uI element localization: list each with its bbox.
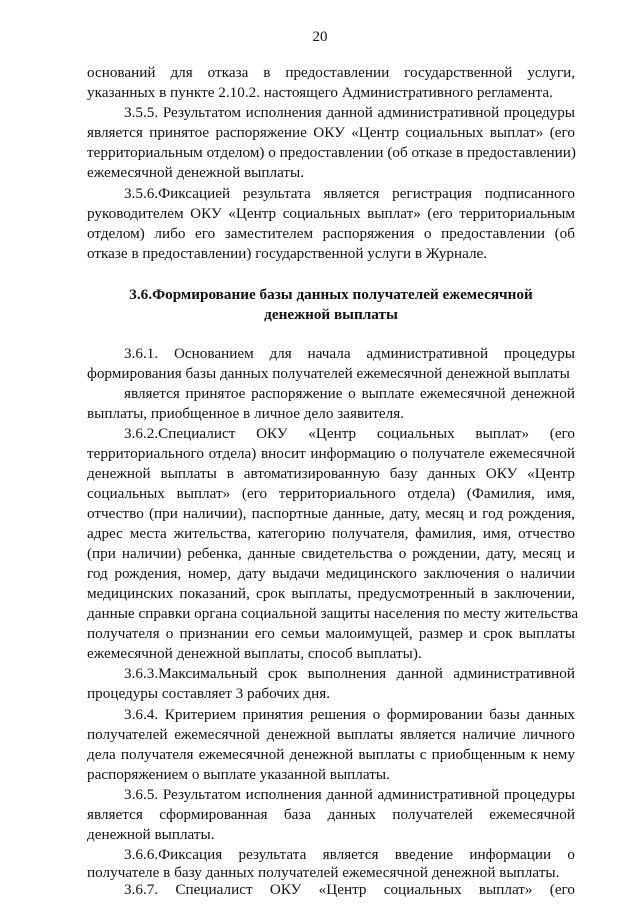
text-line: формирования базы данных получателей ежемесячной денежной выплаты bbox=[87, 365, 570, 382]
text-line: является принятое распоряжение о выплате ежемесячной денежной bbox=[124, 385, 575, 402]
text-line: отчество (при наличии), паспортные данные, дату, месяц и год рождения, bbox=[87, 505, 575, 522]
text-line: 3.6.4. Критерием принятия решения о формировании базы данных bbox=[124, 706, 575, 723]
text-line: получателе в базу данных получателей ежемесячной денежной выплаты. bbox=[87, 864, 560, 881]
text-line: 3.5.6.Фиксацией результата является регистрация подписанного bbox=[124, 185, 575, 202]
page-number: 20 bbox=[312, 29, 328, 45]
text-line: данные справки органа социальной защиты населения по месту жительства bbox=[87, 605, 579, 622]
text-line: отделом) либо его заместителем распоряжения о предоставлении (об bbox=[87, 225, 575, 242]
text-line: ежемесячной денежной выплаты. bbox=[87, 164, 305, 181]
text-line: 3.6.7. Специалист ОКУ «Центр социальных выплат» (его bbox=[124, 881, 575, 898]
text-line: год рождения, номер, дату выдачи медицинского заключения о наличии bbox=[87, 565, 575, 582]
section-heading: 3.6.Формирование базы данных получателей ежемесячной bbox=[129, 286, 533, 303]
section-heading: денежной выплаты bbox=[264, 306, 398, 323]
text-line: является сформированная база данных получателей ежемесячной bbox=[87, 806, 575, 823]
text-line: распоряжением о выплате указанной выплаты. bbox=[87, 766, 390, 783]
text-line: 3.6.2.Специалист ОКУ «Центр социальных выплат» (его bbox=[124, 425, 575, 442]
text-line: медицинских показаний, срок выплаты, предусмотренный в заключении, bbox=[87, 585, 575, 602]
text-line: является принятое распоряжение ОКУ «Центр социальных выплат» (его bbox=[87, 124, 575, 141]
text-line: адрес места жительства, категорию получателя, фамилия, имя, отчество bbox=[87, 525, 575, 542]
text-line: оснований для отказа в предоставлении государственной услуги, bbox=[87, 64, 575, 81]
text-line: денежной выплаты в автоматизированную базу данных ОКУ «Центр bbox=[87, 465, 575, 482]
text-line: указанных в пункте 2.10.2. настоящего Административного регламента. bbox=[87, 84, 553, 101]
text-line: процедуры составляет 3 рабочих дня. bbox=[87, 685, 331, 702]
text-line: территориального отдела) вносит информацию о получателе ежемесячной bbox=[87, 445, 575, 462]
text-line: 3.6.1. Основанием для начала административной процедуры bbox=[124, 345, 575, 362]
text-line: 3.6.6.Фиксация результата является введение информации о bbox=[124, 846, 575, 863]
text-line: 3.5.5. Результатом исполнения данной административной процедуры bbox=[124, 104, 575, 121]
text-line: социальных выплат» (его территориального отдела) (Фамилия, имя, bbox=[87, 485, 575, 502]
text-line: получателей ежемесячной денежной выплаты является наличие личного bbox=[87, 726, 575, 743]
text-line: территориальным отделом) о предоставлении (об отказе в предоставлении) bbox=[87, 144, 576, 161]
text-line: дела получателя ежемесячной денежной выплаты с приобщенным к нему bbox=[87, 746, 575, 763]
text-line: руководителем ОКУ «Центр социальных выплат» (его территориальным bbox=[87, 205, 575, 222]
text-line: ежемесячной денежной выплаты, способ выплаты). bbox=[87, 645, 422, 662]
text-line: 3.6.5. Результатом исполнения данной административной процедуры bbox=[124, 786, 575, 803]
text-line: 3.6.3.Максимальный срок выполнения данной административной bbox=[124, 665, 575, 682]
text-line: (при наличии) ребенка, данные свидетельства о рождении, дату, месяц и bbox=[87, 545, 575, 562]
text-line: получателя о признании его семьи малоимущей, размер и срок выплаты bbox=[87, 625, 575, 642]
text-line: выплаты, приобщенное в личное дело заявителя. bbox=[87, 405, 405, 422]
text-line: отказе в предоставлении) государственной услуги в Журнале. bbox=[87, 245, 488, 262]
text-line: денежной выплаты. bbox=[87, 826, 215, 843]
